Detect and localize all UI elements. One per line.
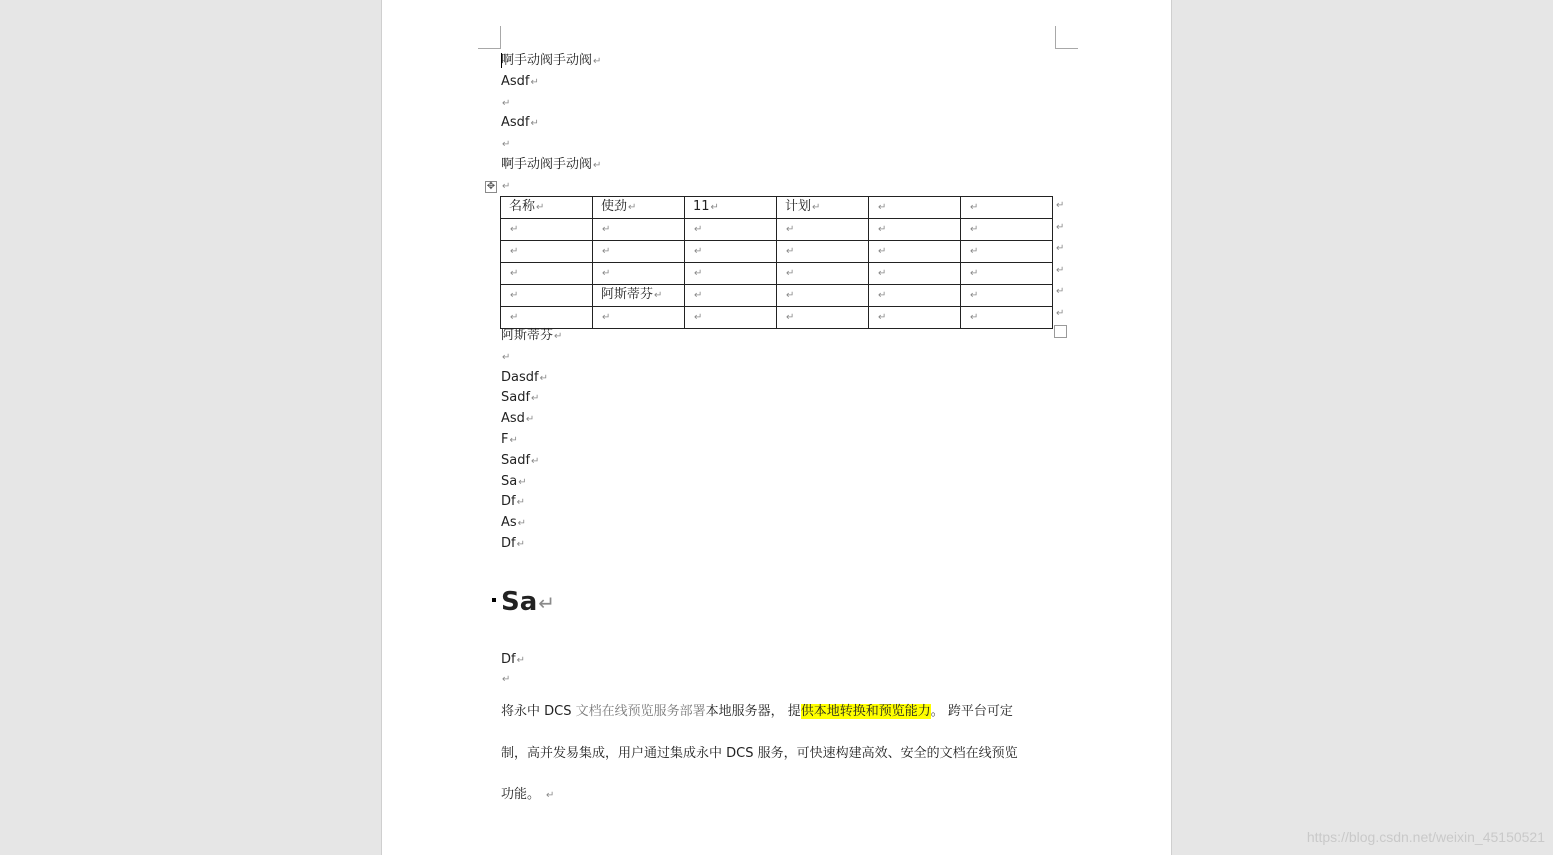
document-line[interactable] bbox=[501, 515, 526, 532]
document-line[interactable] bbox=[501, 136, 510, 153]
paragraph-text: 功能。 bbox=[501, 787, 541, 802]
row-end-mark: ↵ bbox=[1056, 286, 1065, 297]
cell-end-mark: ↵ bbox=[654, 290, 663, 301]
document-line[interactable] bbox=[501, 349, 510, 366]
document-line[interactable] bbox=[501, 411, 534, 428]
table-move-handle-icon[interactable]: ✥ bbox=[486, 181, 496, 192]
line-text: Asd bbox=[501, 411, 525, 426]
table-cell[interactable] bbox=[501, 307, 593, 329]
cell-end-mark: ↵ bbox=[786, 224, 795, 235]
table-resize-handle[interactable] bbox=[1054, 325, 1067, 338]
document-line[interactable] bbox=[501, 671, 510, 688]
document-line[interactable] bbox=[501, 53, 601, 70]
document-line[interactable] bbox=[501, 115, 539, 132]
paragraph-mark: ↵ bbox=[593, 160, 602, 171]
table-cell[interactable] bbox=[869, 197, 961, 219]
document-line[interactable] bbox=[501, 474, 527, 491]
table-cell[interactable] bbox=[685, 263, 777, 285]
row-end-mark: ↵ bbox=[1056, 264, 1065, 276]
cell-end-mark: ↵ bbox=[786, 268, 795, 279]
table-cell[interactable] bbox=[777, 263, 869, 285]
paragraph-mark: ↵ bbox=[502, 181, 511, 192]
table-cell[interactable] bbox=[869, 285, 961, 307]
document-line[interactable] bbox=[501, 432, 518, 449]
cell-end-mark: ↵ bbox=[536, 202, 545, 213]
line-text: 阿斯蒂芬 bbox=[501, 328, 554, 343]
cell-text: 名称 bbox=[509, 199, 536, 214]
document-line[interactable] bbox=[501, 74, 539, 91]
line-text: As bbox=[501, 515, 517, 530]
table-row[interactable] bbox=[501, 197, 1053, 219]
document-line[interactable] bbox=[501, 157, 601, 174]
cell-end-mark: ↵ bbox=[970, 202, 979, 213]
line-text: Df bbox=[501, 494, 516, 509]
document-line[interactable] bbox=[501, 652, 525, 669]
table-cell[interactable] bbox=[501, 285, 593, 307]
cell-end-mark: ↵ bbox=[970, 224, 979, 235]
paragraph-mark: ↵ bbox=[531, 393, 540, 404]
cell-text: 11 bbox=[693, 199, 710, 214]
table-cell[interactable] bbox=[777, 241, 869, 263]
margin-corner-top-right bbox=[1055, 26, 1078, 49]
cell-end-mark: ↵ bbox=[878, 224, 887, 235]
cell-end-mark: ↵ bbox=[694, 268, 703, 279]
paragraph-mark: ↵ bbox=[502, 98, 511, 109]
table-cell[interactable] bbox=[685, 241, 777, 263]
line-text: 啊手动阀手动阀 bbox=[501, 53, 593, 68]
paragraph-mark: ↵ bbox=[554, 331, 563, 342]
table-cell[interactable] bbox=[685, 197, 777, 219]
table-cell[interactable] bbox=[869, 241, 961, 263]
cell-end-mark: ↵ bbox=[602, 246, 611, 257]
cell-end-mark: ↵ bbox=[510, 268, 519, 279]
cell-end-mark: ↵ bbox=[694, 246, 703, 257]
cell-end-mark: ↵ bbox=[786, 290, 795, 301]
cell-end-mark: ↵ bbox=[878, 290, 887, 301]
table-cell[interactable] bbox=[593, 285, 685, 307]
cell-end-mark: ↵ bbox=[970, 312, 979, 323]
table-cell[interactable] bbox=[777, 197, 869, 219]
line-text: Asdf bbox=[501, 74, 530, 89]
paragraph-line-1[interactable] bbox=[501, 703, 1013, 721]
cell-end-mark: ↵ bbox=[970, 246, 979, 257]
table-cell[interactable] bbox=[685, 219, 777, 241]
paragraph-mark: ↵ bbox=[530, 118, 539, 129]
margin-corner-top-left bbox=[478, 26, 501, 49]
line-text: Dasdf bbox=[501, 370, 539, 385]
heading-bullet bbox=[492, 598, 496, 602]
cell-end-mark: ↵ bbox=[878, 202, 887, 213]
document-page[interactable] bbox=[381, 0, 1172, 855]
cell-end-mark: ↵ bbox=[628, 202, 637, 213]
document-line[interactable] bbox=[501, 178, 510, 195]
cell-end-mark: ↵ bbox=[510, 312, 519, 323]
paragraph-text: 制，高并发易集成，用户通过集成永中 DCS 服务，可快速构建高效、安全的文档在线预览 bbox=[501, 746, 1018, 761]
paragraph-mark: ↵ bbox=[502, 139, 511, 150]
document-line[interactable] bbox=[501, 328, 562, 345]
paragraph-mark: ↵ bbox=[531, 456, 540, 467]
cell-end-mark: ↵ bbox=[878, 268, 887, 279]
line-text: 啊手动阀手动阀 bbox=[501, 157, 593, 172]
cell-end-mark: ↵ bbox=[694, 224, 703, 235]
table-cell[interactable] bbox=[961, 241, 1053, 263]
cell-text: 计划 bbox=[785, 199, 812, 214]
paragraph-mark: ↵ bbox=[539, 373, 548, 384]
paragraph-mark: ↵ bbox=[530, 77, 539, 88]
line-text: Sadf bbox=[501, 453, 531, 468]
paragraph-text: 本地服务器， 提 bbox=[705, 704, 801, 719]
table-cell[interactable] bbox=[593, 197, 685, 219]
cell-end-mark: ↵ bbox=[786, 246, 795, 257]
table-cell[interactable] bbox=[869, 263, 961, 285]
cell-end-mark: ↵ bbox=[878, 312, 887, 323]
cell-end-mark: ↵ bbox=[510, 246, 519, 257]
paragraph-mark: ↵ bbox=[502, 674, 511, 685]
paragraph-mark: ↵ bbox=[517, 518, 527, 529]
cell-end-mark: ↵ bbox=[710, 202, 719, 213]
table-row[interactable] bbox=[501, 219, 1053, 241]
heading-line[interactable] bbox=[501, 586, 555, 619]
cell-end-mark: ↵ bbox=[694, 312, 703, 323]
table-row[interactable] bbox=[501, 241, 1053, 263]
cell-text: 阿斯蒂芬 bbox=[601, 287, 654, 302]
table-row[interactable] bbox=[501, 285, 1053, 307]
table-cell[interactable] bbox=[501, 241, 593, 263]
table-row[interactable] bbox=[501, 307, 1053, 329]
table-cell[interactable] bbox=[593, 241, 685, 263]
table-row[interactable] bbox=[501, 263, 1053, 285]
table-cell[interactable] bbox=[501, 263, 593, 285]
line-text: Sadf bbox=[501, 390, 531, 405]
table-cell[interactable] bbox=[501, 219, 593, 241]
line-text: Df bbox=[501, 536, 516, 551]
table-cell[interactable] bbox=[961, 263, 1053, 285]
paragraph-text: 。 跨平台可定 bbox=[930, 704, 1013, 719]
line-text: Df bbox=[501, 652, 516, 667]
table-cell[interactable] bbox=[777, 307, 869, 329]
table-cell[interactable] bbox=[869, 219, 961, 241]
document-line[interactable] bbox=[501, 95, 510, 112]
paragraph-line-3[interactable] bbox=[501, 786, 554, 805]
cell-text: 使劲 bbox=[601, 199, 628, 214]
cell-end-mark: ↵ bbox=[602, 312, 611, 323]
paragraph-mark: ↵ bbox=[538, 591, 556, 615]
cell-end-mark: ↵ bbox=[602, 268, 611, 279]
paragraph-mark: ↵ bbox=[516, 539, 525, 550]
table-cell[interactable] bbox=[777, 219, 869, 241]
heading-text: Sa bbox=[501, 587, 538, 617]
table-cell[interactable] bbox=[501, 197, 593, 219]
row-end-mark: ↵ bbox=[1056, 307, 1065, 319]
table-cell[interactable] bbox=[961, 307, 1053, 329]
line-text: Asdf bbox=[501, 115, 530, 130]
table-cell[interactable] bbox=[685, 285, 777, 307]
table-cell[interactable] bbox=[777, 285, 869, 307]
cell-end-mark: ↵ bbox=[694, 290, 703, 301]
row-end-mark: ↵ bbox=[1056, 221, 1065, 233]
line-text: F bbox=[501, 432, 509, 447]
paragraph-mark: ↵ bbox=[546, 790, 555, 801]
cell-end-mark: ↵ bbox=[510, 224, 519, 235]
document-line[interactable] bbox=[501, 370, 548, 387]
document-line[interactable] bbox=[501, 390, 539, 407]
cell-end-mark: ↵ bbox=[970, 268, 979, 279]
table-cell[interactable] bbox=[593, 307, 685, 329]
paragraph-mark: ↵ bbox=[525, 414, 535, 425]
table-cell[interactable] bbox=[961, 219, 1053, 241]
paragraph-mark: ↵ bbox=[516, 655, 525, 666]
cell-end-mark: ↵ bbox=[970, 290, 979, 301]
paragraph-mark: ↵ bbox=[509, 435, 518, 446]
line-text: Sa bbox=[501, 474, 518, 489]
paragraph-mark: ↵ bbox=[516, 497, 525, 508]
table-cell[interactable] bbox=[961, 197, 1053, 219]
document-table[interactable] bbox=[500, 196, 1053, 329]
paragraph-text: 将永中 DCS bbox=[501, 704, 576, 719]
cell-end-mark: ↵ bbox=[878, 246, 887, 257]
paragraph-mark: ↵ bbox=[502, 352, 511, 363]
document-line[interactable] bbox=[501, 536, 525, 553]
table-cell[interactable] bbox=[593, 219, 685, 241]
watermark-text: https://blog.csdn.net/weixin_45150521 bbox=[1306, 829, 1545, 845]
paragraph-mark: ↵ bbox=[518, 477, 527, 488]
document-line[interactable] bbox=[501, 453, 539, 470]
cell-end-mark: ↵ bbox=[510, 290, 519, 301]
paragraph-line-2[interactable] bbox=[501, 745, 1018, 763]
cell-end-mark: ↵ bbox=[812, 202, 821, 213]
paragraph-gray-text: 文档在线预览服务部署 bbox=[575, 704, 706, 719]
table-cell[interactable] bbox=[593, 263, 685, 285]
highlighted-text: 供本地转换和预览能力 bbox=[800, 704, 931, 719]
row-end-mark: ↵ bbox=[1056, 243, 1065, 254]
table-cell[interactable] bbox=[961, 285, 1053, 307]
paragraph-mark: ↵ bbox=[593, 56, 602, 67]
cell-end-mark: ↵ bbox=[602, 224, 611, 235]
document-line[interactable] bbox=[501, 494, 525, 511]
row-end-mark: ↵ bbox=[1056, 200, 1065, 211]
cell-end-mark: ↵ bbox=[786, 312, 795, 323]
table-cell[interactable] bbox=[685, 307, 777, 329]
table-cell[interactable] bbox=[869, 307, 961, 329]
